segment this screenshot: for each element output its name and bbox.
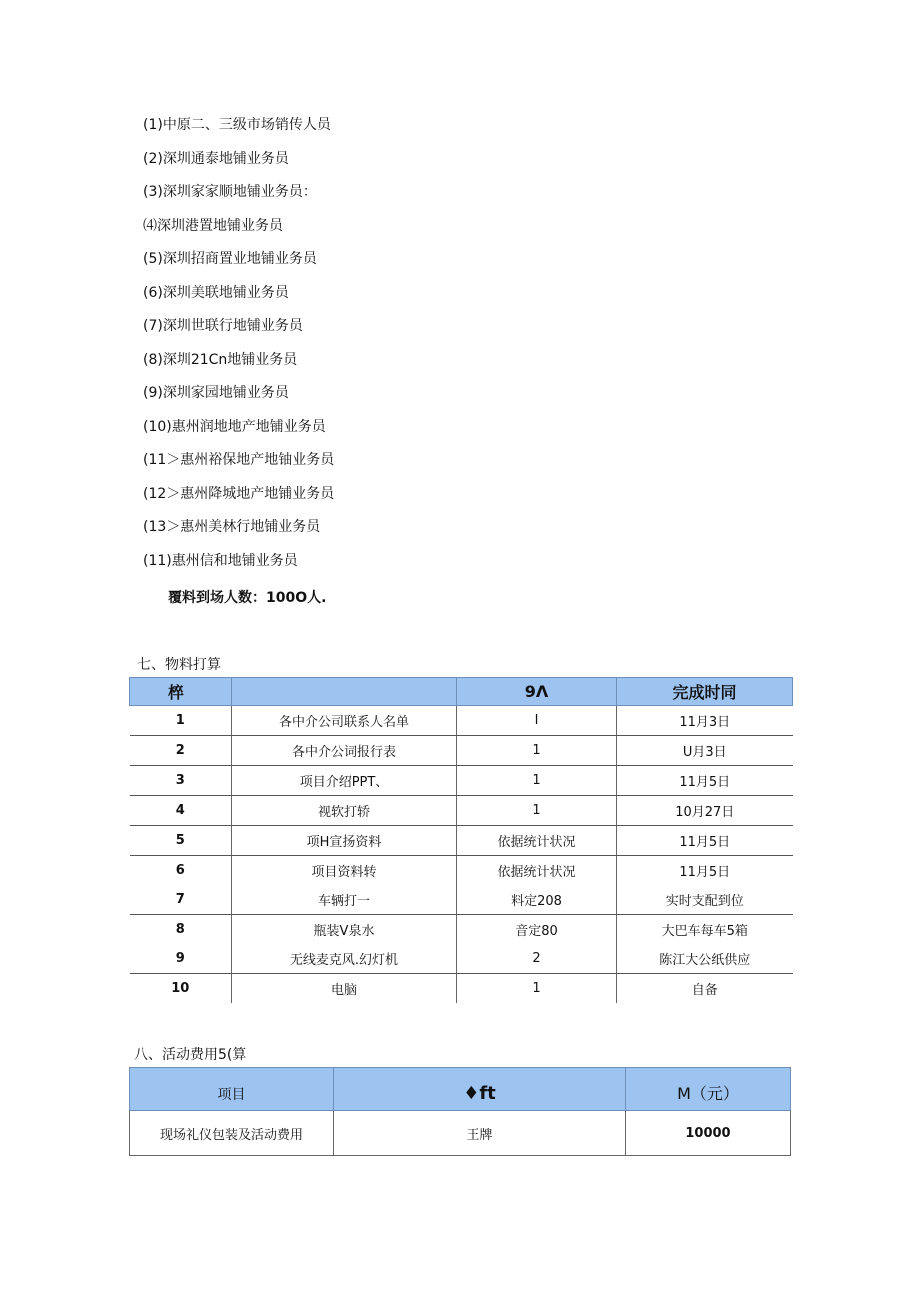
cell-time: 11月5日 <box>617 826 793 856</box>
list-item: (11＞惠州裕保地产地铀业务员 <box>143 452 335 468</box>
attendance-count: 覆料到场人数：100O人. <box>168 590 327 606</box>
cell-no: 1 <box>130 706 232 736</box>
cell-no: 7 <box>130 885 232 915</box>
column-header-time: 完成时同 <box>617 678 793 706</box>
cell-qty: 1 <box>457 974 617 1004</box>
cell-qty: I <box>457 706 617 736</box>
table-row <box>130 826 793 856</box>
table-header-row <box>130 1068 791 1111</box>
cell-no: 3 <box>130 766 232 796</box>
cell-time: 11月5日 <box>617 856 793 886</box>
list-item: (8)深圳21Cn地铺业务员 <box>143 351 298 368</box>
cell-time: 11月5日 <box>617 766 793 796</box>
cell-time: 大巴车每车5箱 <box>617 915 793 945</box>
table-row <box>130 856 793 886</box>
cell-qty: 依据统计状况 <box>457 856 617 886</box>
cell-no: 4 <box>130 796 232 826</box>
cell-no: 5 <box>130 826 232 856</box>
list-item: (13＞惠州美林行地铺业务员 <box>143 519 321 535</box>
cell-no: 2 <box>130 736 232 766</box>
column-header-no: 椊 <box>130 678 232 706</box>
cell-item: 车辆打一 <box>232 885 457 915</box>
cell-item: 各中介公词报行表 <box>232 736 457 766</box>
cell-time: U月3日 <box>617 736 793 766</box>
cell-time: 陈江大公纸供应 <box>617 944 793 974</box>
cell-qty: 2 <box>457 944 617 974</box>
table-header-row <box>130 678 793 706</box>
table-row <box>130 1111 791 1156</box>
cell-item: 电脑 <box>232 974 457 1004</box>
column-header-item: 项目 <box>130 1068 334 1111</box>
budget-table <box>129 1067 791 1156</box>
cell-no: 9 <box>130 944 232 974</box>
table-row <box>130 885 793 915</box>
column-header-item <box>232 678 457 706</box>
cell-time: 11月3日 <box>617 706 793 736</box>
cell-item: 视软打轿 <box>232 796 457 826</box>
table-row <box>130 736 793 766</box>
staff-list <box>143 114 334 583</box>
list-item: (2)深圳通泰地铺业务员 <box>143 150 289 167</box>
cell-no: 10 <box>130 974 232 1004</box>
materials-table <box>129 677 793 1003</box>
list-item: (9)深圳家园地铺业务员 <box>143 385 289 401</box>
cell-time: 10月27日 <box>617 796 793 826</box>
list-item: (1)中原二、三级市场销传人员 <box>143 117 331 133</box>
cell-qty: 料定208 <box>457 885 617 915</box>
cell-no: 8 <box>130 915 232 945</box>
cell-time: 自备 <box>617 974 793 1004</box>
cell-qty: 音定80 <box>457 915 617 945</box>
section-title-materials: 七、物料打算 <box>137 657 221 673</box>
list-item: (11)惠州信和地铺业务员 <box>143 552 298 569</box>
column-header-amount: M（元） <box>626 1068 791 1111</box>
column-header-detail: ♦ft <box>334 1068 626 1111</box>
cell-no: 6 <box>130 856 232 886</box>
list-item: (10)惠州润地地产地铺业务员 <box>143 418 326 435</box>
table-row <box>130 915 793 945</box>
cell-item: 无线麦克风.幻灯机 <box>232 944 457 974</box>
list-item: (5)深圳招商置业地铺业务员 <box>143 251 317 267</box>
table-row <box>130 796 793 826</box>
cell-item: 现场礼仪包装及活动费用 <box>130 1111 334 1156</box>
table-row <box>130 706 793 736</box>
cell-qty: 1 <box>457 736 617 766</box>
section-title-budget: 八、活动费用5(算 <box>134 1047 247 1063</box>
table-row <box>130 974 793 1004</box>
list-item: (7)深圳世联行地铺业务员 <box>143 318 303 334</box>
list-item: (3)深圳家家顺地铺业务员： <box>143 184 317 200</box>
cell-item: 瓶装V泉水 <box>232 915 457 945</box>
table-row <box>130 766 793 796</box>
cell-item: 各中介公司联系人名单 <box>232 706 457 736</box>
cell-item: 项目资料转 <box>232 856 457 886</box>
cell-qty: 1 <box>457 766 617 796</box>
list-item: (6)深圳美联地铺业务员 <box>143 284 289 301</box>
cell-amount: 10000 <box>626 1111 791 1156</box>
list-item: (12＞惠州降城地产地铺业务员 <box>143 485 335 502</box>
cell-qty: 1 <box>457 796 617 826</box>
cell-item: 项H宣扬资料 <box>232 826 457 856</box>
cell-item: 项目介绍PPT、 <box>232 766 457 796</box>
cell-qty: 依据统计状况 <box>457 826 617 856</box>
table-row <box>130 944 793 974</box>
cell-detail: 王牌 <box>334 1111 626 1156</box>
cell-time: 实时支配到位 <box>617 885 793 915</box>
list-item: ⑷深圳港置地铺业务员 <box>143 217 283 234</box>
column-header-qty: 9Λ <box>457 678 617 706</box>
